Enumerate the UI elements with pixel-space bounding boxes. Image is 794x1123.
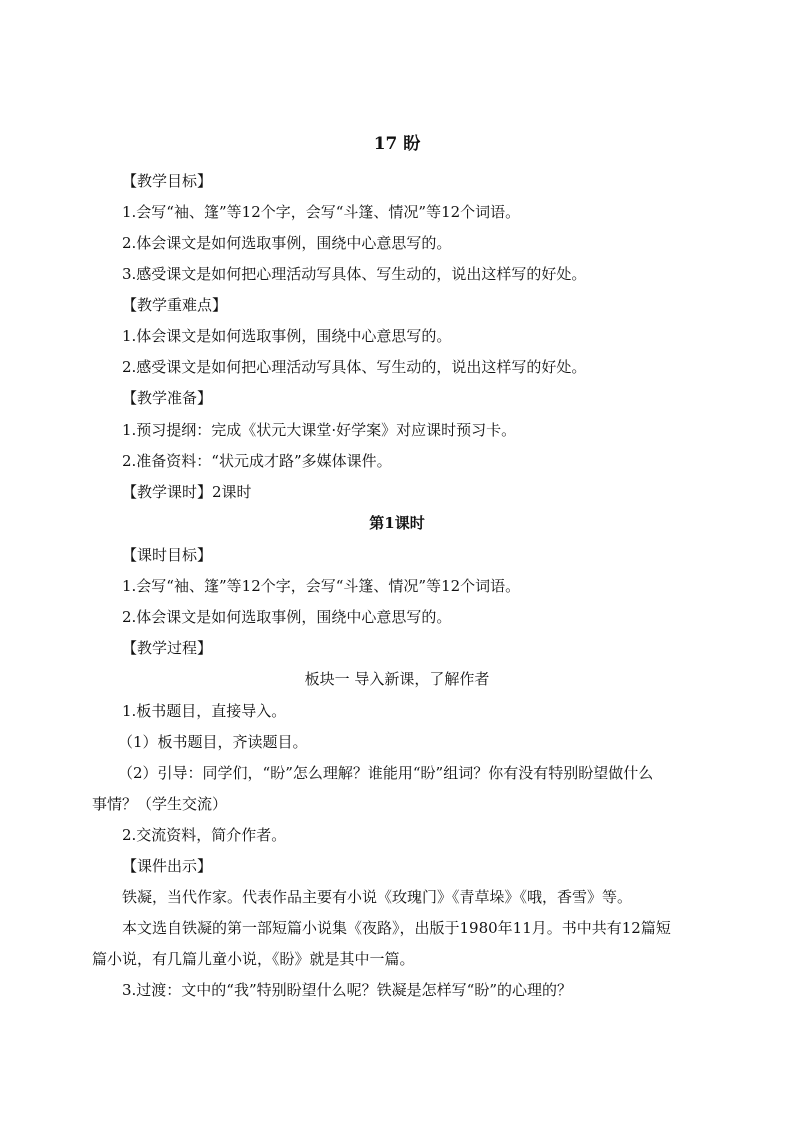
objective-1: 1.会写“袖、篷”等12个字，会写“斗篷、情况”等12个词语。 <box>122 203 521 221</box>
key-point-1: 1.体会课文是如何选取事例，围绕中心意思写的。 <box>122 327 452 345</box>
lesson-title: 17 盼 <box>373 134 421 154</box>
process-step-1: 1.板书题目，直接导入。 <box>122 702 287 720</box>
heading-slide: 【课件出示】 <box>122 857 213 875</box>
heading-key-points: 【教学重难点】 <box>122 296 228 314</box>
key-point-2: 2.感受课文是如何把心理活动写具体、写生动的，说出这样写的好处。 <box>122 358 587 376</box>
objective-3: 3.感受课文是如何把心理活动写具体、写生动的，说出这样写的好处。 <box>122 265 587 283</box>
objective-2: 2.体会课文是如何选取事例，围绕中心意思写的。 <box>122 234 452 252</box>
process-step-1-2-line-1: （2）引导：同学们，“盼”怎么理解？谁能用“盼”组词？你有没有特别盼望做什么 <box>118 764 654 782</box>
process-step-2: 2.交流资料，简介作者。 <box>122 826 287 844</box>
process-step-1-1: （1）板书题目，齐读题目。 <box>118 733 308 751</box>
heading-lesson-objectives: 【课时目标】 <box>122 546 213 564</box>
heading-preparation: 【教学准备】 <box>122 389 213 407</box>
preparation-2: 2.准备资料：“状元成才路”多媒体课件。 <box>122 452 392 470</box>
block-title: 板块一 导入新课，了解作者 <box>304 670 490 688</box>
source-line-1: 本文选自铁凝的第一部短篇小说集《夜路》，出版于1980年11月。书中共有12篇短 <box>122 919 671 937</box>
lesson-objective-1: 1.会写“袖、篷”等12个字，会写“斗篷、情况”等12个词语。 <box>122 577 521 595</box>
preparation-1: 1.预习提纲：完成《状元大课堂·好学案》对应课时预习卡。 <box>122 421 517 439</box>
lesson-objective-2: 2.体会课文是如何选取事例，围绕中心意思写的。 <box>122 608 452 626</box>
section-title: 第1课时 <box>369 514 425 532</box>
heading-process: 【教学过程】 <box>122 639 213 657</box>
process-step-3: 3.过渡：文中的“我”特别盼望什么呢？铁凝是怎样写“盼”的心理的？ <box>122 981 572 999</box>
author-intro: 铁凝，当代作家。代表作品主要有小说《玫瑰门》《青草垛》《哦，香雪》等。 <box>122 888 633 906</box>
class-hours: 【教学课时】2课时 <box>122 483 252 501</box>
source-line-2: 篇小说，有几篇儿童小说，《盼》就是其中一篇。 <box>92 950 415 968</box>
process-step-1-2-line-2: 事情？（学生交流） <box>92 795 228 813</box>
heading-objectives: 【教学目标】 <box>122 172 213 190</box>
